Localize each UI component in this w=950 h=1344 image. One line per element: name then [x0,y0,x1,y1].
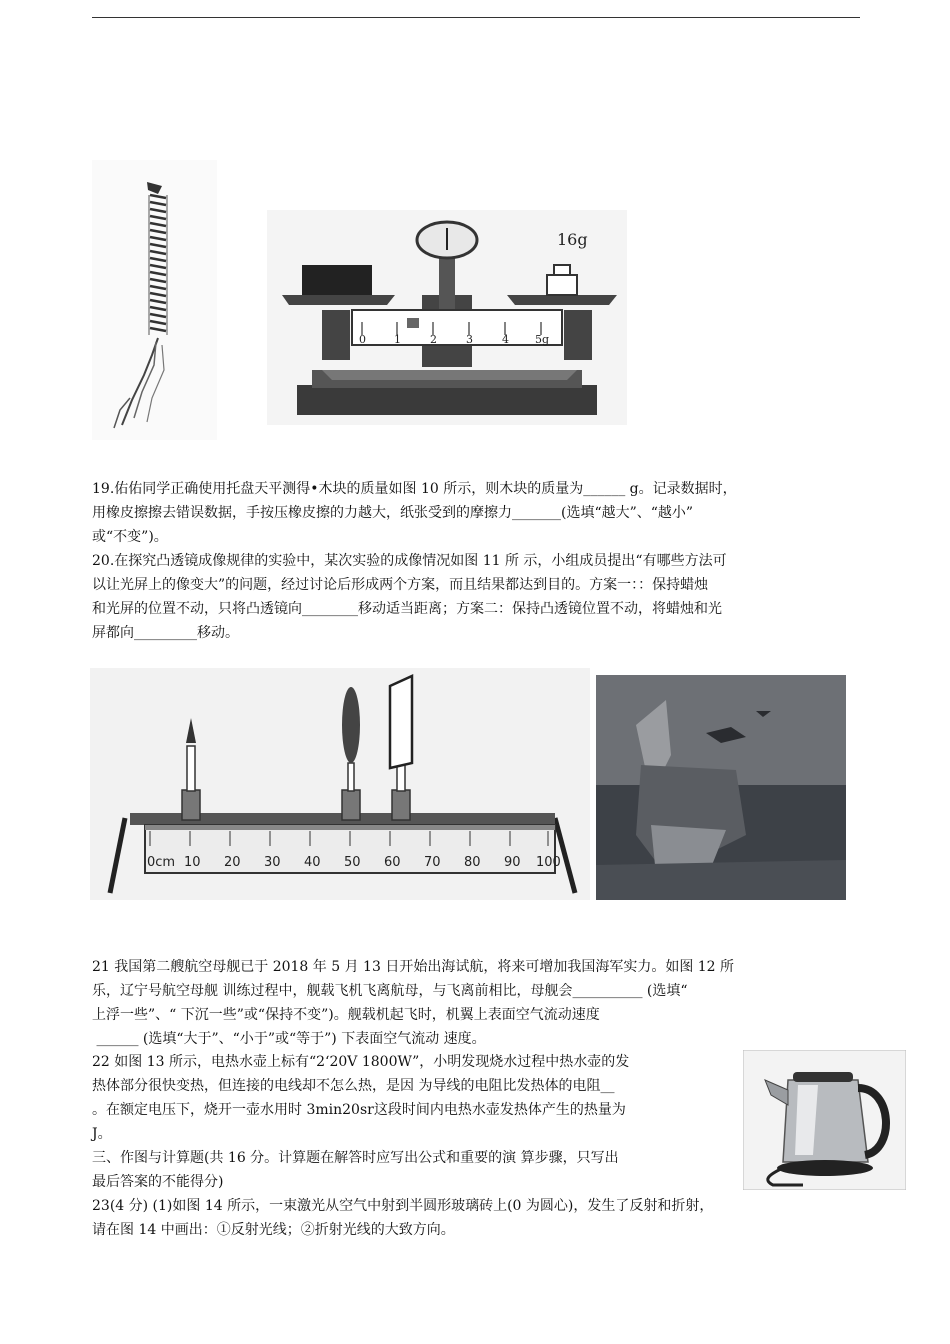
balance-tick: 2 [430,333,437,346]
q20-line-4: 屏都向_________移动。 [92,625,239,641]
balance-figure [267,210,627,425]
bench-tick: 70 [424,855,441,870]
bench-tick: 20 [224,855,241,870]
q20-line-3: 和光屏的位置不动，只将凸透镜向________移动适当距离；方案二：保持凸透镜位置不动，将蜡烛和光 [92,601,722,617]
bench-tick: 60 [384,855,401,870]
q22-line-1: 22 如图 13 所示，电热水壶上标有“2‘20V 1800W”，小明发现烧水过程中热水壶的发 [92,1054,630,1070]
q19-line-3: 或“不变”)。 [92,529,168,545]
bench-tick: 0cm [147,855,176,870]
balance-tick: 5g [535,333,550,346]
q21-line-2: 乐，辽宁号航空母舰 训练过程中，舰载飞机飞离航母，与飞离前相比，母舰会__________ (选填“ [92,983,688,999]
balance-tick: 3 [466,333,473,346]
q22-line-3: 。在额定电压下，烧开一壶水用时 3min20sr这段时间内电热水壶发热体产生的热量为 [92,1102,626,1118]
question-22 [92,1050,732,1194]
q21-line-1: 21 我国第二艘航空母舰已于 2018 年 5 月 13 日开始出海试航，将来可增加我国海军实力。如图 12 所 [92,959,735,975]
bench-tick: 90 [504,855,521,870]
optical-bench-figure [90,668,590,900]
aircraft-carrier-photo [596,675,846,900]
bench-tick: 80 [464,855,481,870]
q19-line-2: 用橡皮擦擦去错误数据，手按压橡皮擦的力越大，纸张受到的摩擦力_______(选填“越大”、“越小” [92,505,694,521]
q23-line-1: 23(4 分) (1)如图 14 所示，一束激光从空气中射到半圆形玻璃砖上(0 为圆心)，发生了反射和折射， [92,1198,714,1214]
question-19 [92,477,862,645]
q20-line-2: 以让光屏上的像变大”的问题，经过讨论后形成两个方案，而且结果都达到目的。方案一：：保持蜡烛 [92,577,709,593]
question-23 [92,1194,862,1242]
bench-tick: 50 [344,855,361,870]
balance-tick: 4 [502,333,509,346]
bench-tick: 40 [304,855,321,870]
q22-line-2: 热体部分很快变热，但连接的电线却不怎么热，是因 为导线的电阻比发热体的电阻__ [92,1078,615,1094]
section3-line-1: 三、作图与计算题(共 16 分。计算题在解答时应写出公式和重要的演 算步骤，只写出 [92,1150,619,1166]
bench-tick: 30 [264,855,281,870]
balance-tick: 1 [394,333,401,346]
section3-line-2: 最后答案的不能得分) [92,1174,224,1190]
q21-line-4: ______ (选填“大于”、“小于”或“等于”) 下表面空气流动 速度。 [92,1031,486,1047]
electric-kettle-photo [743,1050,906,1190]
bench-tick: 100 [536,855,561,870]
q22-line-4: J。 [92,1126,112,1142]
header-rule [92,17,860,18]
bench-tick: 10 [184,855,201,870]
q21-line-3: 上浮一些”、“ 下沉一些”或“保持不变”)。舰载机起飞时，机翼上表面空气流动速度 [92,1007,600,1023]
q20-line-1: 20.在探究凸透镜成像规律的实验中，某次实验的成像情况如图 11 所 示，小组成员提出“有哪些方法可 [92,553,727,569]
question-21 [92,955,862,1051]
q23-line-2: 请在图 14 中画出：①反射光线；②折射光线的大致方向。 [92,1222,455,1238]
q19-line-1: 19.佑佑同学正确使用托盘天平测得•木块的质量如图 10 所示，则木块的质量为______ g。记录数据时， [92,481,737,497]
spring-figure [92,160,217,440]
balance-tick: 0 [359,333,366,346]
mass-label: 16g [557,230,588,249]
